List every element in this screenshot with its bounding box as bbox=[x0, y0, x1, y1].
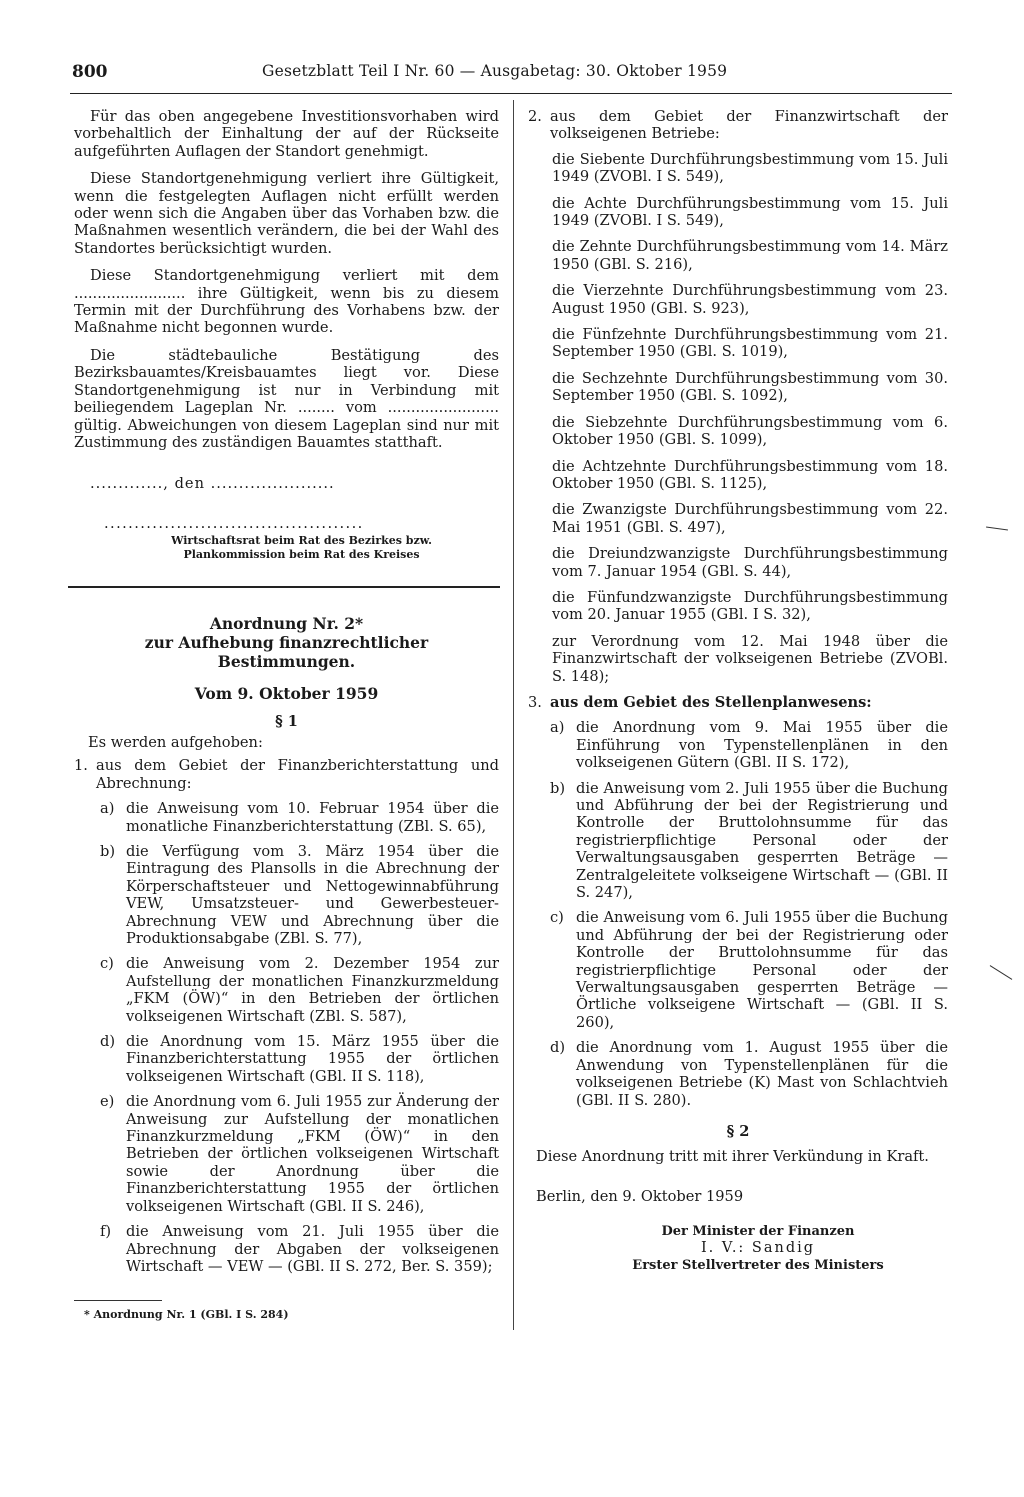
paragraph: Diese Standortgenehmigung verliert mit dem ........................ ihre Gültigkeit, wenn bis zu diesem Termin mit der Durchführung des Vorhabens bzw. der Maßnahme nicht begonnen wurde. bbox=[74, 267, 499, 337]
section-rule bbox=[68, 586, 500, 588]
signature-caption-line: Wirtschaftsrat beim Rat des Bezirkes bzw. bbox=[171, 534, 432, 548]
sub-item-label: a) bbox=[550, 719, 565, 737]
signature-caption-line: Plankommission beim Rat des Kreises bbox=[183, 548, 420, 562]
sub-item-label: a) bbox=[100, 800, 115, 818]
ordinance-subject: zur Aufhebung finanzrechtlicher Bestimmungen. bbox=[144, 633, 429, 672]
sub-item-label: f) bbox=[100, 1223, 112, 1241]
ordinance-number: Anordnung Nr. 2* bbox=[209, 614, 364, 634]
sub-item-label: d) bbox=[100, 1033, 116, 1051]
item-number: 2. bbox=[528, 108, 542, 125]
sub-item-text: die Anweisung vom 6. Juli 1955 über die Buchung und Abführung der bei der Registrierung oder Kontrolle der Bruttolohnsumme für das registrierpflichtige Personal oder der Verwaltungsausgaben gesperrten Beträge — Örtliche volkseigene Wirtschaft — (GBl. II S. 260), bbox=[576, 909, 948, 1031]
paragraph: Für das oben angegebene Investitionsvorhaben wird vorbehaltlich der Einhaltung der auf der Rückseite aufgeführten Auflagen der Standort genehmigt. bbox=[74, 108, 499, 160]
list-entry: die Vierzehnte Durchführungsbestimmung vom 23. August 1950 (GBl. S. 923), bbox=[552, 282, 948, 317]
page-number: 800 bbox=[72, 62, 108, 82]
sub-item bbox=[100, 1033, 499, 1085]
sub-item bbox=[100, 843, 499, 947]
sub-item-text: die Anweisung vom 2. Juli 1955 über die Buchung und Abführung der bei der Registrierung und Kontrolle der Bruttolohnsumme für das registrierpflichtige Personal oder der Verwaltungsausgaben gesperrten Beträge — Zentralgeleitete volkseigene Wirtschaft — (GBl. II S. 247), bbox=[576, 779, 948, 902]
footnote: * Anordnung Nr. 1 (GBl. I S. 284) bbox=[84, 1308, 289, 1321]
list-entry: die Achte Durchführungsbestimmung vom 15. Juli 1949 (ZVOBl. I S. 549), bbox=[552, 194, 948, 230]
signatory-name: I. V.: Sandig bbox=[700, 1240, 816, 1257]
sub-item-label: e) bbox=[100, 1093, 115, 1111]
list-entry: zur Verordnung vom 12. Mai 1948 über die Finanzwirtschaft der volkseigenen Betriebe (ZVOBl. S. 148); bbox=[552, 632, 948, 685]
item-text: aus dem Gebiet des Stellenplanwesens: bbox=[550, 693, 872, 711]
signature-caption bbox=[74, 534, 499, 562]
page-header bbox=[72, 62, 952, 90]
entry-list bbox=[528, 151, 948, 685]
sub-item bbox=[100, 955, 499, 1025]
sub-item-label: b) bbox=[100, 842, 116, 860]
item-number: 1. bbox=[74, 757, 88, 775]
signatory-role: Erster Stellvertreter des Ministers bbox=[632, 1258, 884, 1274]
place-date: Berlin, den 9. Oktober 1959 bbox=[536, 1187, 744, 1205]
sub-item-text: die Anweisung vom 10. Februar 1954 über die monatliche Finanzberichterstattung (ZBl. S. 65), bbox=[126, 800, 499, 835]
scan-mark bbox=[990, 965, 1013, 980]
place-date-blank: ............., den ...................... bbox=[90, 475, 335, 493]
sub-list bbox=[528, 719, 948, 1109]
list-entry: die Zwanzigste Durchführungsbestimmung vom 22. Mai 1951 (GBl. S. 497), bbox=[552, 501, 948, 536]
list-entry: die Siebente Durchführungsbestimmung vom 15. Juli 1949 (ZVOBl. I S. 549), bbox=[552, 150, 948, 186]
sub-list bbox=[74, 800, 499, 1275]
section-heading: § 1 bbox=[275, 712, 298, 730]
sub-item bbox=[100, 800, 499, 835]
sub-item-label: d) bbox=[550, 1039, 566, 1057]
item-text: aus dem Gebiet der Finanzberichterstattung und Abrechnung: bbox=[96, 757, 499, 792]
running-title: Gesetzblatt Teil I Nr. 60 — Ausgabetag: 30. Oktober 1959 bbox=[262, 62, 728, 80]
scan-mark bbox=[986, 526, 1008, 530]
header-rule bbox=[70, 93, 952, 94]
sub-item-label: c) bbox=[550, 909, 564, 927]
section-heading: § 2 bbox=[726, 1122, 750, 1140]
sub-item bbox=[550, 719, 948, 771]
ordinance-title bbox=[74, 614, 499, 671]
list-item bbox=[74, 757, 499, 792]
sub-item-text: die Anordnung vom 1. August 1955 über die Anwendung von Typenstellenplänen für die volkseigenen Betriebe (K) Mast von Schlachtvieh (GBl. II S. 280). bbox=[576, 1039, 948, 1109]
sub-item bbox=[100, 1093, 499, 1215]
list-entry: die Achtzehnte Durchführungsbestimmung vom 18. Oktober 1950 (GBl. S. 1125), bbox=[552, 457, 948, 492]
list-entry: die Zehnte Durchführungsbestimmung vom 14. März 1950 (GBl. S. 216), bbox=[552, 238, 948, 273]
footnote-rule bbox=[74, 1300, 162, 1301]
signature-blank: ........................................... bbox=[104, 514, 364, 532]
sub-item bbox=[550, 1039, 948, 1109]
sub-item-text: die Anordnung vom 6. Juli 1955 zur Änderung der Anweisung zur Aufstellung der monatlichen Finanzkurzmeldung „FKM (ÖW)“ in den Betrieben der örtlichen volkseigenen Wirtschaft sowie der Anordnung über die Finanzberichterstattung 1955 der örtlichen volkseigenen Wirtschaft (GBl. II S. 246), bbox=[126, 1093, 499, 1215]
sub-item-text: die Anordnung vom 9. Mai 1955 über die Einführung von Typenstellenplänen in den volkseigenen Gütern (GBl. II S. 172), bbox=[576, 719, 948, 772]
sub-item-text: die Anweisung vom 2. Dezember 1954 zur Aufstellung der monatlichen Finanzkurzmeldung „FKM (ÖW)“ in den Betrieben der örtlichen volkseigenen Wirtschaft (ZBl. S. 587), bbox=[126, 955, 499, 1025]
sub-item-label: b) bbox=[550, 779, 566, 797]
closing-text: Diese Anordnung tritt mit ihrer Verkündung in Kraft. bbox=[536, 1148, 929, 1166]
list-entry: die Fünfzehnte Durchführungsbestimmung vom 21. September 1950 (GBl. S. 1019), bbox=[552, 326, 948, 361]
signatory-title: Der Minister der Finanzen bbox=[661, 1224, 855, 1240]
list-item bbox=[528, 694, 948, 711]
list-entry: die Sechzehnte Durchführungsbestimmung vom 30. September 1950 (GBl. S. 1092), bbox=[552, 369, 948, 405]
list-entry: die Fünfundzwanzigste Durchführungsbestimmung vom 20. Januar 1955 (GBl. I S. 32), bbox=[552, 588, 948, 624]
list-entry: die Siebzehnte Durchführungsbestimmung vom 6. Oktober 1950 (GBl. S. 1099), bbox=[552, 413, 948, 449]
paragraph: Die städtebauliche Bestätigung des Bezirksbauamtes/Kreisbauamtes liegt vor. Diese Standortgenehmigung ist nur in Verbindung mit beiliegendem Lageplan Nr. ........ vom ........................ gültig. Abweichungen von diesem Lageplan sind nur mit Zustimmung des zuständigen Bauamtes statthaft. bbox=[74, 346, 499, 451]
signatory-block bbox=[528, 1223, 948, 1274]
right-column bbox=[528, 108, 948, 1274]
sub-item bbox=[100, 1223, 499, 1275]
list-item bbox=[528, 108, 948, 143]
sub-item bbox=[550, 909, 948, 1031]
sub-item-label: c) bbox=[100, 955, 114, 973]
item-number: 3. bbox=[528, 693, 542, 711]
sub-item-text: die Anweisung vom 21. Juli 1955 über die Abrechnung der Abgaben der volkseigenen Wirtschaft — VEW — (GBl. II S. 272, Ber. S. 359); bbox=[126, 1223, 499, 1275]
left-column bbox=[74, 108, 499, 1283]
column-divider bbox=[513, 100, 514, 1330]
list-entry: die Dreiundzwanzigste Durchführungsbestimmung vom 7. Januar 1954 (GBl. S. 44), bbox=[552, 545, 948, 580]
item-text: aus dem Gebiet der Finanzwirtschaft der volkseigenen Betriebe: bbox=[550, 108, 948, 143]
sub-item bbox=[550, 780, 948, 902]
intro-text: Es werden aufgehoben: bbox=[88, 733, 263, 751]
sub-item-text: die Verfügung vom 3. März 1954 über die Eintragung des Plansolls in die Abrechnung der Körperschaftsteuer und Nettogewinnabführung VEW, Umsatzsteuer- und Gewerbesteuer-Abrechnung VEW und Abrechnung über die Produktionsabgabe (ZBl. S. 77), bbox=[126, 842, 499, 947]
sub-item-text: die Anordnung vom 15. März 1955 über die Finanzberichterstattung 1955 der örtlichen volkseigenen Wirtschaft (GBl. II S. 118), bbox=[126, 1033, 499, 1085]
paragraph: Diese Standortgenehmigung verliert ihre Gültigkeit, wenn die festgelegten Auflagen nicht erfüllt werden oder wenn sich die Angaben über das Vorhaben bzw. die Maßnahmen wesentlich verändern, die bei der Wahl des Standortes berücksichtigt wurden. bbox=[74, 170, 499, 257]
ordinance-date: Vom 9. Oktober 1959 bbox=[194, 684, 379, 704]
